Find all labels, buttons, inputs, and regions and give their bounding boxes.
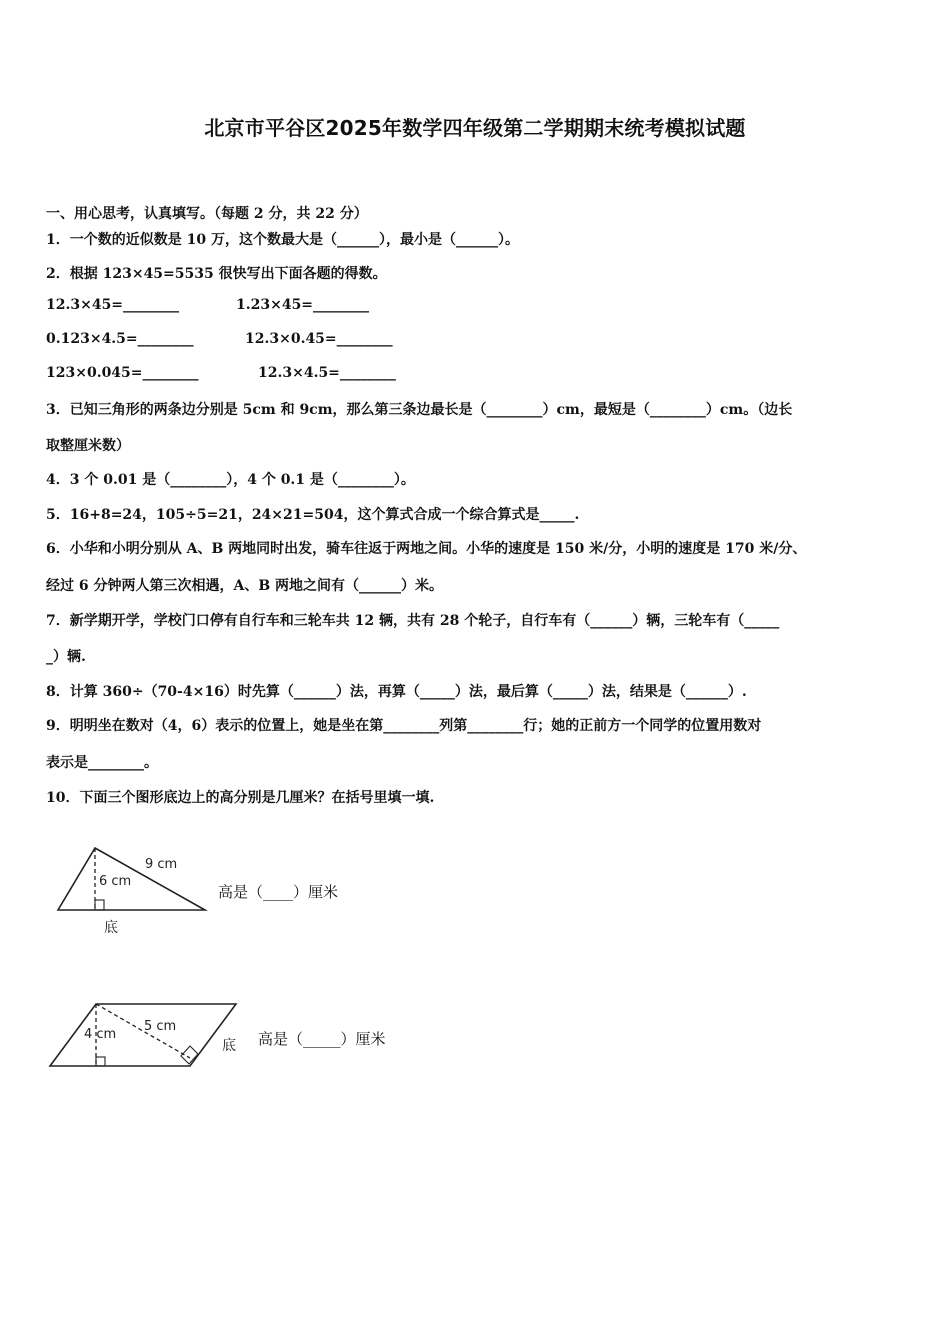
- question-9-line-1: 9．明明坐在数对（4，6）表示的位置上，她是坐在第________列第________行；她的正前方一个同学的位置用数对: [46, 718, 762, 734]
- question-6-line-1: 6．小华和小明分别从 A、B 两地同时出发，骑车往返于两地之间。小华的速度是 150 米/分，小明的速度是 170 米/分、: [46, 541, 807, 557]
- parallelogram-base-label: 底: [222, 1038, 236, 1054]
- parallelogram-figure: [44, 998, 254, 1078]
- triangle-outline: [58, 848, 205, 910]
- question-5: 5．16+8=24，105÷5=21，24×21=504，这个算式合成一个综合算式是_____.: [46, 507, 580, 523]
- question-2: 2．根据 123×45=5535 很快写出下面各题的得数。: [46, 266, 387, 282]
- question-2-item: 1.23×45=________: [236, 297, 370, 313]
- question-2-item: 12.3×0.45=________: [245, 331, 393, 347]
- triangle-figure: [50, 840, 220, 940]
- question-10: 10．下面三个图形底边上的高分别是几厘米？在括号里填一填.: [46, 790, 435, 806]
- triangle-side-label: 9 cm: [145, 857, 178, 872]
- triangle-base-label: 底: [104, 920, 118, 936]
- question-7-line-2: _）辆.: [46, 649, 86, 665]
- question-2-item: 123×0.045=________: [46, 365, 199, 381]
- question-6-line-2: 经过 6 分钟两人第三次相遇，A、B 两地之间有（______）米。: [46, 578, 444, 594]
- question-9-line-2: 表示是________。: [46, 755, 158, 771]
- right-angle-mark: [96, 1057, 105, 1066]
- triangle-height-label: 6 cm: [99, 874, 132, 889]
- question-2-item: 12.3×4.5=________: [258, 365, 396, 381]
- question-2-item: 0.123×4.5=________: [46, 331, 194, 347]
- question-8: 8．计算 360÷（70-4×16）时先算（______）法，再算（_____）法，最后算（_____）法，结果是（______）.: [46, 684, 747, 700]
- question-2-item: 12.3×45=________: [46, 297, 180, 313]
- parallelogram-height-label: 4 cm: [84, 1027, 117, 1042]
- question-4: 4．3 个 0.01 是（________），4 个 0.1 是（________）。: [46, 472, 415, 488]
- question-1: 1．一个数的近似数是 10 万，这个数最大是（______），最小是（______）。: [46, 232, 519, 248]
- question-3-line-2: 取整厘米数）: [46, 438, 130, 454]
- parallelogram-caption: 高是（_____）厘米: [258, 1030, 386, 1048]
- parallelogram-diag-label: 5 cm: [144, 1019, 177, 1034]
- question-3-line-1: 3．已知三角形的两条边分别是 5cm 和 9cm，那么第三条边最长是（________）cm，最短是（________）cm。（边长: [46, 402, 793, 418]
- question-7-line-1: 7．新学期开学，学校门口停有自行车和三轮车共 12 辆，共有 28 个轮子，自行车有（______）辆，三轮车有（_____: [46, 613, 780, 629]
- right-angle-mark: [95, 900, 104, 910]
- parallelogram-outline: [50, 1004, 236, 1066]
- section-heading: 一、用心思考，认真填写。（每题 2 分，共 22 分）: [46, 206, 368, 222]
- triangle-caption: 高是（____）厘米: [218, 883, 339, 901]
- page-title: 北京市平谷区2025年数学四年级第二学期期末统考模拟试题: [204, 116, 746, 140]
